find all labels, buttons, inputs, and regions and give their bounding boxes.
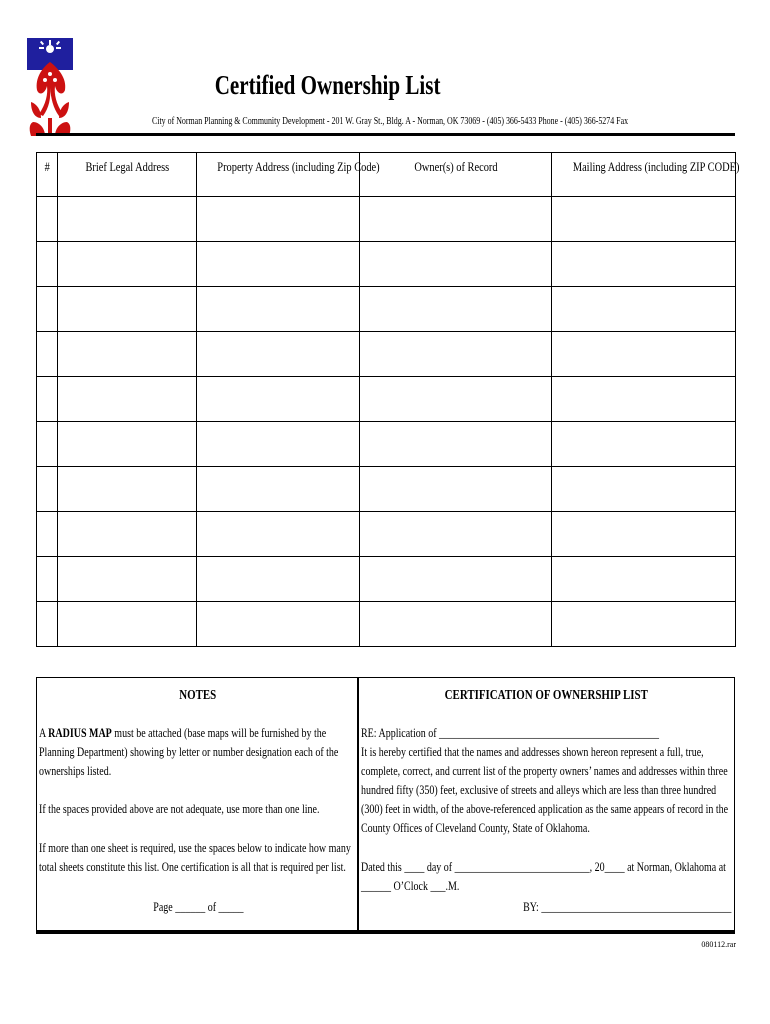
section-divider (357, 678, 359, 930)
property-address-cell[interactable] (197, 287, 360, 332)
application-field[interactable]: RE: Application of ____________________________________________ (361, 726, 660, 740)
owners-cell[interactable] (360, 197, 552, 242)
legal-address-cell[interactable] (58, 557, 197, 602)
column-header-owners: Owner(s) of Record (360, 153, 552, 197)
owners-cell[interactable] (360, 332, 552, 377)
property-address-cell[interactable] (197, 332, 360, 377)
property-address-cell[interactable] (197, 242, 360, 287)
notes-heading: NOTES (179, 688, 217, 703)
property-address-cell[interactable] (197, 377, 360, 422)
legal-address-cell[interactable] (58, 287, 197, 332)
mailing-address-cell[interactable] (552, 287, 736, 332)
legal-address-cell[interactable] (58, 512, 197, 557)
office-contact-line: City of Norman Planning & Community Development - 201 W. Gray St., Bldg. A - Norman, OK 73069 - (405) 366-5433 Phone - (405) 366-5274 Fax (152, 115, 629, 127)
owners-cell[interactable] (360, 377, 552, 422)
mailing-address-cell[interactable] (552, 512, 736, 557)
table-row (37, 512, 736, 557)
mailing-address-cell[interactable] (552, 377, 736, 422)
property-address-cell[interactable] (197, 602, 360, 647)
row-number-cell[interactable] (37, 242, 58, 287)
table-row (37, 377, 736, 422)
mailing-address-cell[interactable] (552, 332, 736, 377)
mailing-address-cell[interactable] (552, 602, 736, 647)
row-number-cell[interactable] (37, 557, 58, 602)
certification-statement: It is hereby certified that the names and addresses shown hereon represent a full, true, complete, correct, and current list of the property owners’ names and addresses within three hundred fifty (350) feet, exclusive of streets and alleys which are less than three hundred (300) feet in width, of the above-referenced application as the same appears of record in the County Offices of Cleveland County, State of Oklahoma. (361, 745, 729, 835)
legal-address-cell[interactable] (58, 377, 197, 422)
table-row (37, 422, 736, 467)
header-divider (36, 133, 735, 136)
row-number-cell[interactable] (37, 287, 58, 332)
legal-address-cell[interactable] (58, 467, 197, 512)
mailing-address-cell[interactable] (552, 467, 736, 512)
mailing-address-cell[interactable] (552, 422, 736, 467)
mailing-address-cell[interactable] (552, 197, 736, 242)
sheets-note: If more than one sheet is required, use the spaces below to indicate how many total sheets constitute this list. One certification is all that is required per list. (39, 841, 351, 874)
page-count-field[interactable]: Page ______ of _____ (152, 900, 244, 914)
row-number-cell[interactable] (37, 377, 58, 422)
table-header-row (37, 153, 736, 197)
mailing-address-cell[interactable] (552, 242, 736, 287)
page-title: Certified Ownership List (214, 70, 441, 100)
owners-cell[interactable] (360, 557, 552, 602)
row-number-cell[interactable] (37, 512, 58, 557)
notes-certification-box (36, 677, 735, 934)
table-row (37, 467, 736, 512)
row-number-cell[interactable] (37, 467, 58, 512)
owners-cell[interactable] (360, 287, 552, 332)
certification-heading: CERTIFICATION OF OWNERSHIP LIST (444, 688, 648, 703)
property-address-cell[interactable] (197, 422, 360, 467)
property-address-cell[interactable] (197, 512, 360, 557)
legal-address-cell[interactable] (58, 197, 197, 242)
property-address-cell[interactable] (197, 557, 360, 602)
legal-address-cell[interactable] (58, 332, 197, 377)
property-address-cell[interactable] (197, 197, 360, 242)
row-number-cell[interactable] (37, 332, 58, 377)
table-row (37, 557, 736, 602)
legal-address-cell[interactable] (58, 242, 197, 287)
owners-cell[interactable] (360, 512, 552, 557)
table-row (37, 602, 736, 647)
ownership-table (36, 152, 740, 647)
spaces-note: If the spaces provided above are not adequate, use more than one line. (39, 802, 320, 816)
table-row (37, 287, 736, 332)
table-row (37, 332, 736, 377)
radius-map-note: A RADIUS MAP must be attached (base maps will be furnished by the Planning Department) showing by letter or number designation each of the ownerships listed. (39, 726, 339, 778)
column-header-legal-address: Brief Legal Address (58, 153, 197, 197)
row-number-cell[interactable] (37, 197, 58, 242)
dated-field[interactable]: Dated this ____ day of ___________________________, 20____ at Norman, Oklahoma at ______ O’Clock ___.M. (361, 860, 726, 893)
mailing-address-cell[interactable] (552, 557, 736, 602)
table-row (37, 197, 736, 242)
column-header-number: # (37, 153, 58, 197)
legal-address-cell[interactable] (58, 602, 197, 647)
row-number-cell[interactable] (37, 422, 58, 467)
table-row (37, 242, 736, 287)
column-header-property-address: Property Address (including Zip Code) (197, 153, 360, 197)
legal-address-cell[interactable] (58, 422, 197, 467)
signature-field[interactable]: BY: ______________________________________ (522, 900, 731, 914)
column-header-mailing-address: Mailing Address (including ZIP CODE) (552, 153, 736, 197)
owners-cell[interactable] (360, 602, 552, 647)
owners-cell[interactable] (360, 242, 552, 287)
form-code: 080112.rar (701, 940, 736, 949)
owners-cell[interactable] (360, 422, 552, 467)
property-address-cell[interactable] (197, 467, 360, 512)
owners-cell[interactable] (360, 467, 552, 512)
row-number-cell[interactable] (37, 602, 58, 647)
